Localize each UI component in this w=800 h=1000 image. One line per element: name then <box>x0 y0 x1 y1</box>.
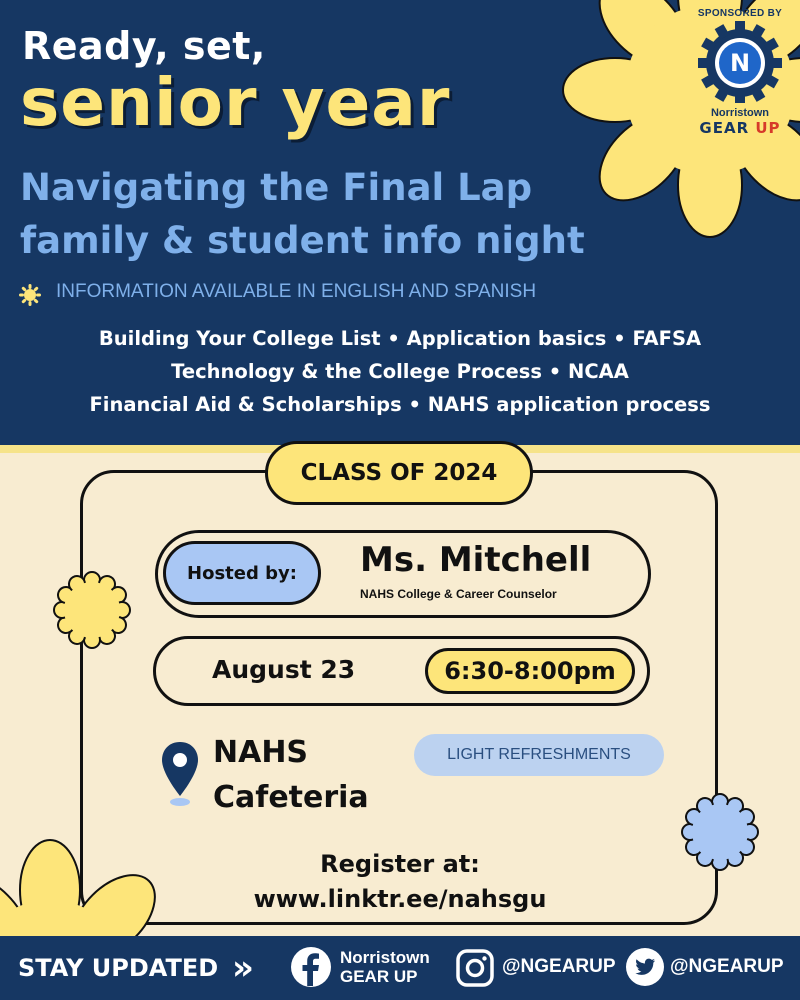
refreshments-badge: LIGHT REFRESHMENTS <box>414 734 664 776</box>
double-chevron-icon: » <box>232 948 254 988</box>
subtitle-line-2: family & student info night <box>20 219 585 262</box>
topics-list <box>0 322 800 421</box>
sun-icon <box>18 283 42 307</box>
register-label: Register at: <box>320 850 480 878</box>
instagram-handle[interactable]: @NGEARUP <box>502 956 616 977</box>
class-of-badge: CLASS OF 2024 <box>265 441 533 505</box>
topic-line: Technology & the College Process • NCAA <box>171 360 629 383</box>
location-line-2: Cafeteria <box>213 780 369 815</box>
host-name: Ms. Mitchell <box>360 540 592 580</box>
sponsor-name-line1: Norristown <box>710 107 770 119</box>
twitter-handle[interactable]: @NGEARUP <box>670 956 784 977</box>
sponsor-label: SPONSORED BY <box>697 8 783 19</box>
location-line-1: NAHS <box>213 735 309 770</box>
topic-line: Financial Aid & Scholarships • NAHS application process <box>89 393 711 416</box>
twitter-icon[interactable] <box>625 947 665 987</box>
facebook-link[interactable]: Norristown GEAR UP <box>340 948 430 986</box>
language-note: INFORMATION AVAILABLE IN ENGLISH AND SPANISH <box>56 281 537 302</box>
subtitle-line-1: Navigating the Final Lap <box>20 166 533 209</box>
host-role: NAHS College & Career Counselor <box>360 587 557 601</box>
event-date: August 23 <box>212 655 356 684</box>
flower-decoration-icon <box>50 568 134 652</box>
topic-line: Building Your College List • Application basics • FAFSA <box>98 327 702 350</box>
instagram-icon[interactable] <box>455 948 495 988</box>
event-time: 6:30-8:00pm <box>425 648 635 694</box>
sponsor-name-line2: GEAR UP <box>699 119 781 137</box>
sponsor-block <box>690 8 790 137</box>
gear-up-logo-icon <box>692 21 788 103</box>
facebook-icon[interactable] <box>290 946 332 988</box>
stay-updated-label: STAY UPDATED <box>18 954 219 982</box>
svg-text:N: N <box>729 49 751 77</box>
header-section <box>0 0 800 445</box>
title-line-1: Ready, set, <box>22 24 266 68</box>
hosted-by-label: Hosted by: <box>163 541 321 605</box>
register-link[interactable]: www.linktr.ee/nahsgu <box>253 885 547 913</box>
location-pin-icon <box>160 740 200 808</box>
title-line-2: senior year <box>20 64 451 141</box>
